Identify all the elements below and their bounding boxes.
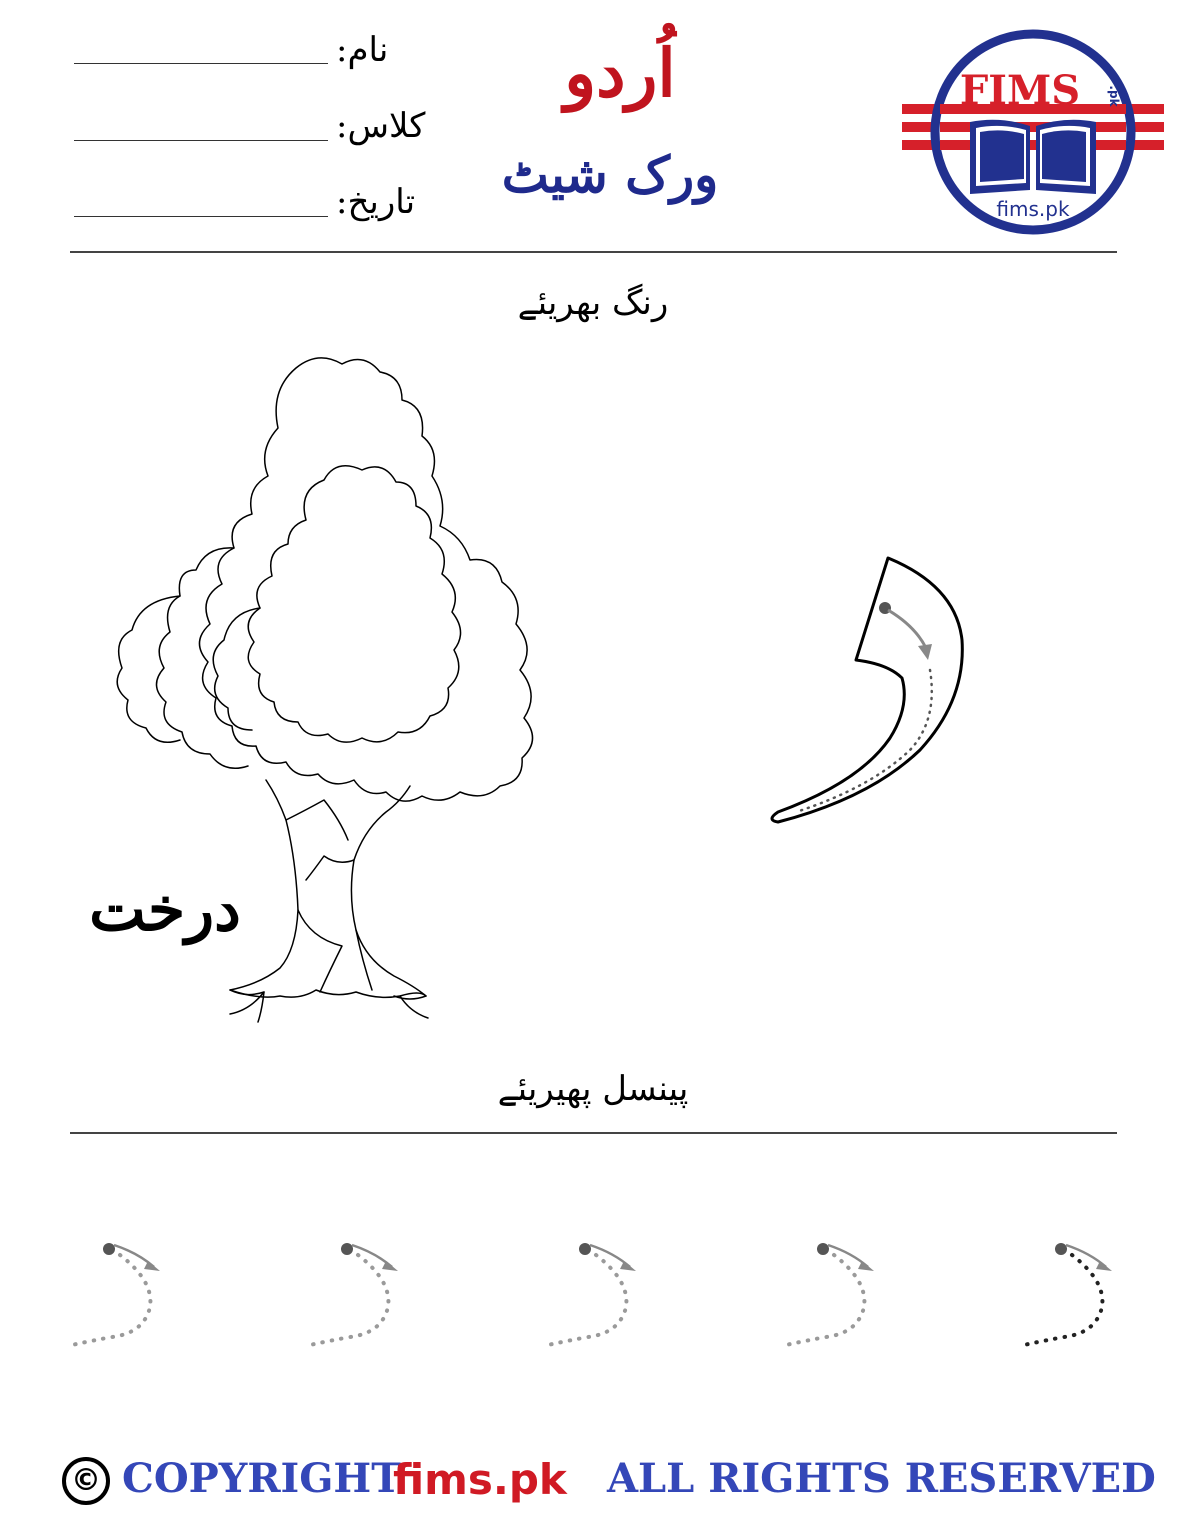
picture-word: درخت [89,875,241,945]
trace-letter[interactable] [540,1225,650,1355]
start-dot [103,1243,115,1255]
start-dot [341,1243,353,1255]
copyright-icon: © [62,1457,110,1505]
trace-letter[interactable] [302,1225,412,1355]
date-field-label: تاریخ: [336,182,416,222]
worksheet-title: اُردو [564,34,676,112]
start-dot [817,1243,829,1255]
trace-heading: پینسل پھیریئے [497,1069,689,1109]
trace-row [0,1225,1187,1355]
trace-dots [548,1255,626,1345]
copyright-label: COPYRIGHT [122,1455,401,1502]
trace-letter[interactable] [778,1225,888,1355]
color-heading: رنگ بھریئے [517,283,669,323]
trace-letter[interactable] [64,1225,174,1355]
trace-dots [786,1255,864,1345]
start-dot [1055,1243,1067,1255]
trace-letter[interactable] [1016,1225,1126,1355]
fims-logo [898,26,1168,242]
trace-dots [310,1255,388,1345]
letter-dal-outline[interactable] [760,550,970,840]
trace-dots [72,1255,150,1345]
logo-brand: FIMS [959,67,1081,114]
header-divider [70,251,1117,253]
logo-url: fims.pk [996,197,1070,221]
name-field-label: نام: [336,30,389,70]
class-field-label: کلاس: [336,106,426,146]
footer [0,1453,1187,1513]
class-field-line[interactable] [74,140,328,141]
start-dot [579,1243,591,1255]
worksheet-subtitle: ورک شیٹ [501,145,719,204]
date-field-line[interactable] [74,216,328,217]
logo-tld: .pk [1107,85,1121,107]
trace-divider [70,1132,1117,1134]
rights-label: ALL RIGHTS RESERVED [607,1455,1156,1502]
footer-site[interactable]: fims.pk [393,1455,567,1504]
name-field-line[interactable] [74,63,328,64]
trace-dots [1024,1255,1102,1345]
